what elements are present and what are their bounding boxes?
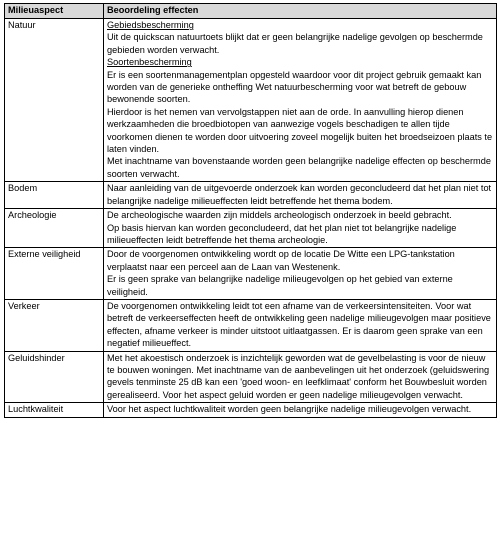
- header-beoordeling-effecten: Beoordeling effecten: [104, 4, 497, 19]
- paragraph: Met inachtname van bovenstaande worden geen belangrijke nadelige effecten op beschermde soorten verwacht.: [107, 156, 491, 179]
- aspect-cell: Geluidshinder: [5, 351, 104, 403]
- paragraph: Er is geen sprake van belangrijke nadelige milieugevolgen op het gebied van externe veiligheid.: [107, 274, 453, 297]
- table-row-geluidshinder: [5, 351, 497, 403]
- effect-cell: [104, 182, 497, 209]
- paragraph: Voor het aspect luchtkwaliteit worden geen belangrijke nadelige milieugevolgen verwacht.: [107, 404, 472, 415]
- table-row-natuur: [5, 19, 497, 182]
- aspect-cell: Natuur: [5, 19, 104, 182]
- paragraph: Er is een soortenmanagementplan opgesteld waardoor voor dit project gebruik gemaakt kan worden van de generieke ontheffing Wet natuurbescherming voor wat betreft de gebouw bewonende soorten.: [107, 69, 482, 105]
- aspect-cell: Bodem: [5, 182, 104, 209]
- document-page: [4, 3, 496, 418]
- effect-cell: [104, 19, 497, 182]
- aspect-cell: Verkeer: [5, 299, 104, 351]
- effect-cell: [104, 299, 497, 351]
- effect-cell: [104, 248, 497, 300]
- paragraph: De archeologische waarden zijn middels archeologisch onderzoek in beeld gebracht.: [107, 210, 452, 221]
- aspect-cell: Luchtkwaliteit: [5, 403, 104, 417]
- effect-cell: [104, 403, 497, 417]
- table-row-luchtkwaliteit: [5, 403, 497, 417]
- effect-cell: [104, 209, 497, 248]
- table-row-externe-veiligheid: [5, 248, 497, 300]
- environmental-effects-table: [4, 3, 497, 418]
- aspect-cell: Externe veiligheid: [5, 248, 104, 300]
- table-row-archeologie: [5, 209, 497, 248]
- header-milieuaspect: Milieuaspect: [5, 4, 104, 19]
- paragraph: Door de voorgenomen ontwikkeling wordt op de locatie De Witte een LPG-tankstation verplaatst naar een perceel aan de Laan van Westenenk.: [107, 249, 455, 272]
- table-header-row: [5, 4, 497, 19]
- subheading-soortenbescherming: Soortenbescherming: [107, 57, 192, 68]
- table-row-verkeer: [5, 299, 497, 351]
- table-row-bodem: [5, 182, 497, 209]
- paragraph: Op basis hiervan kan worden geconcludeerd, dat het plan niet tot belangrijke nadelige milieueffecten leidt betreffende het thema archeologie.: [107, 222, 457, 245]
- paragraph: De voorgenomen ontwikkeling leidt tot een afname van de verkeersintensiteiten. Voor wat betreft de verkeerseffecten heeft de ontwikkeling geen nadelige milieugevolgen maar positieve effecten, afname verkeer is minder uitstoot uitlaatgassen. Er is daarom geen sprake van een negatief milieueffect.: [107, 300, 491, 349]
- aspect-cell: Archeologie: [5, 209, 104, 248]
- paragraph: Hierdoor is het nemen van vervolgstappen niet aan de orde. In aanvulling hierop dienen werkzaamheden die broedbiotopen van aanwezige vogels beschadigen te allen tijde voorkomen dienen te worden door uitvoering zoveel mogelijk buiten het broedseizoen plaats te laten vinden.: [107, 106, 493, 155]
- subheading-gebiedsbescherming: Gebiedsbescherming: [107, 20, 194, 30]
- paragraph: Naar aanleiding van de uitgevoerde onderzoek kan worden geconcludeerd dat het plan niet tot belangrijke nadelige milieueffecten leidt betreffende het thema bodem.: [107, 183, 492, 206]
- effect-cell: [104, 351, 497, 403]
- paragraph: Uit de quickscan natuurtoets blijkt dat er geen belangrijke nadelige gevolgen op beschermde gebieden worden verwacht.: [107, 32, 483, 55]
- paragraph: Met het akoestisch onderzoek is inzichtelijk geworden wat de gevelbelasting is voor de nieuw te bouwen woningen. Met inachtname van de aanbevelingen uit het onderzoek (geluidswering gevels tenminste 25 dB kan een 'goed woon- en leefklimaat' conform het Bouwbesluit worden gerealiseerd. Voor het aspect geluid worden er geen nadelige milieugevolgen verwacht.: [107, 352, 490, 400]
